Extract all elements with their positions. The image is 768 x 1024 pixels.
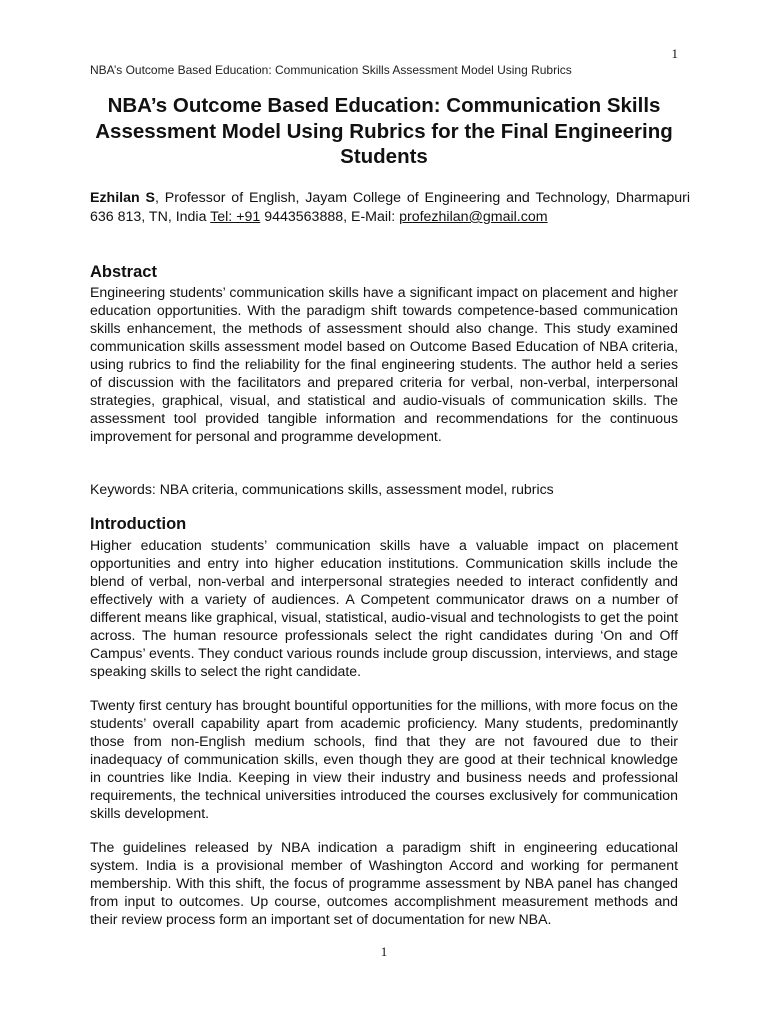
author-email-link[interactable]: profezhilan@gmail.com [399, 209, 548, 225]
author-name: Ezhilan S [90, 190, 155, 206]
page-number-top: 1 [671, 46, 678, 61]
abstract-text: Engineering students’ communication skills have a significant impact on placement and higher education opportunities. With the paradigm shift towards competence-based communication skills enhancement, the methods of assessment should also change. This study examined communication skills assessment model based on Outcome Based Education of NBA criteria, using rubrics to find the reliability for the final engineering students. The author held a series of discussion with the facilitators and prepared criteria for verbal, non-verbal, interpersonal strategies, graphical, visual, and statistical and audio-visuals of communication skills. The assessment tool provided tangible information and recommendations for the continuous improvement for personal and programme development. [90, 284, 678, 444]
running-header: NBA’s Outcome Based Education: Communication Skills Assessment Model Using Rubrics [90, 63, 572, 77]
page-number-bottom: 1 [380, 944, 388, 959]
introduction-paragraph-3: The guidelines released by NBA indication a paradigm shift in engineering educational system. India is a provisional member of Washington Accord and working for permanent membership. With this shift, the focus of programme assessment by NBA panel has changed from input to outcomes. Up course, outcomes accomplishment measurement methods and their review process form an important set of documentation for new NBA. [90, 839, 678, 927]
paper-title: NBA’s Outcome Based Education: Communication Skills Assessment Model Using Rubrics for the Final Engineering Students [95, 94, 673, 168]
introduction-paragraph-2: Twenty first century has brought bountiful opportunities for the millions, with more focus on the students’ overall capability apart from academic proficiency. Many students, predominantly those from non-English medium schools, find that they are not favoured due to their inadequacy of communication skills, even though they are good at their technical knowledge in countries like India. Keeping in view their industry and business needs and professional requirements, the technical universities introduced the courses exclusively for communication skills development. [90, 697, 678, 821]
author-line [90, 189, 690, 227]
author-tel-number: 9443563888, E-Mail: [260, 209, 400, 225]
introduction-paragraph-1: Higher education students’ communication skills have a valuable impact on placement opportunities and entry into higher education institutions. Communication skills include the blend of verbal, non-verbal and interpersonal strategies needed to interact confidently and effectively with a variety of audiences. A Competent communicator draws on a number of different means like graphical, visual, statistical, audio-visual and technologists to get the point across. The human resource professionals select the right candidates during ‘On and Off Campus’ events. They conduct various rounds include group discussion, interviews, and stage speaking skills to select the right candidate. [90, 537, 678, 679]
introduction-heading: Introduction [90, 515, 187, 533]
author-affiliation: , Professor of English, Jayam College of Engineering and Technology, Dharmapuri 636 813, TN, India [90, 190, 690, 225]
keywords: Keywords: NBA criteria, communications skills, assessment model, rubrics [90, 481, 554, 497]
author-tel-label[interactable]: Tel: +91 [210, 209, 261, 225]
abstract-heading: Abstract [90, 263, 157, 281]
